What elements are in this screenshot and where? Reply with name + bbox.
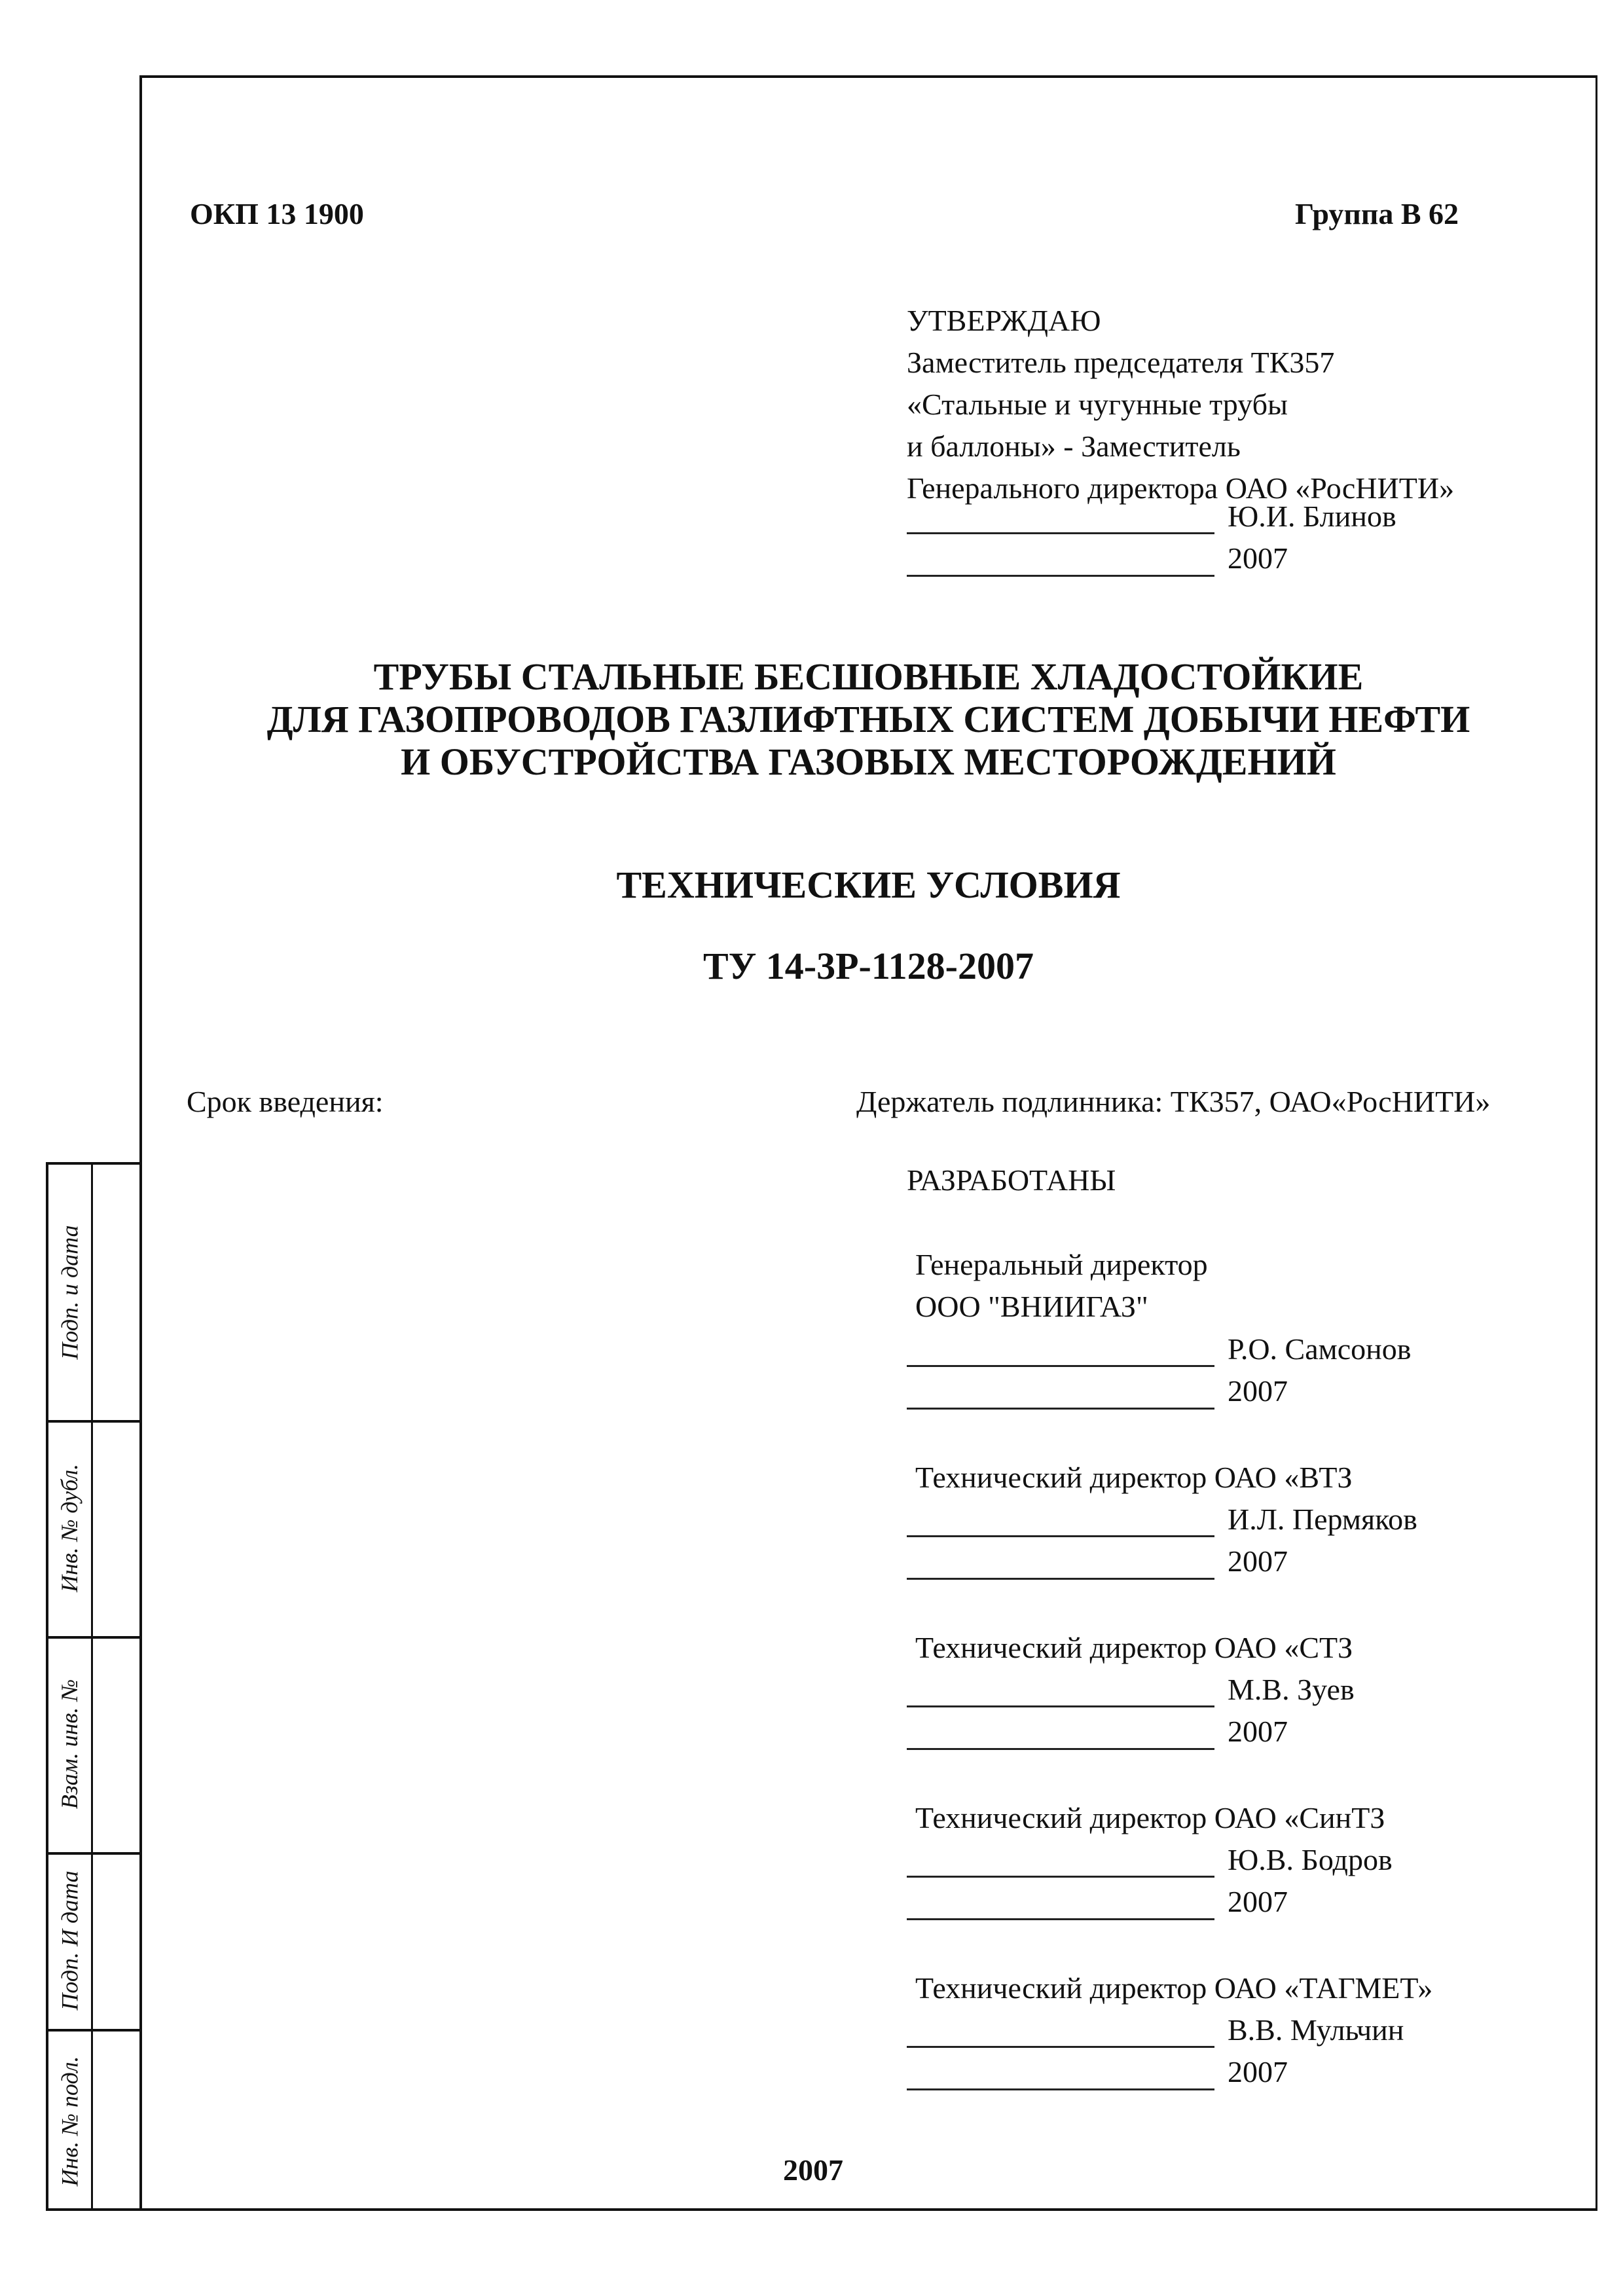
approval-block (907, 300, 1454, 509)
developer-block (915, 1244, 1208, 1328)
date-line (907, 1408, 1214, 1410)
footer-year: 2007 (783, 2153, 843, 2187)
stamp-label: Подп. И дата (56, 1870, 83, 2011)
developer-year: 2007 (1228, 1715, 1288, 1748)
side-stamp (46, 1162, 139, 2211)
developer-signer: Ю.В. Бодров (1228, 1843, 1393, 1876)
document-title-line: ДЛЯ ГАЗОПРОВОДОВ ГАЗЛИФТНЫХ СИСТЕМ ДОБЫЧИ НЕФТИ (266, 698, 1470, 740)
developer-position: Технический директор ОАО «СинТЗ (915, 1801, 1385, 1834)
stamp-label: Взам. инв. № (56, 1679, 83, 1810)
date-line (907, 2088, 1214, 2090)
developer-signer: И.Л. Пермяков (1228, 1503, 1417, 1536)
approval-year: 2007 (1228, 541, 1288, 575)
developed-heading: РАЗРАБОТАНЫ (907, 1163, 1116, 1197)
signature-line (907, 2046, 1214, 2048)
developer-year: 2007 (1228, 2055, 1288, 2088)
developer-signer: М.В. Зуев (1228, 1673, 1355, 1706)
date-line (907, 1748, 1214, 1750)
developer-signer: Р.О. Самсонов (1228, 1332, 1412, 1366)
approval-line: Генерального директора ОАО «РосНИТИ» (907, 471, 1455, 505)
stamp-cell (48, 1852, 91, 2029)
developer-year: 2007 (1228, 1885, 1288, 1918)
developer-org: ООО "ВНИИГАЗ" (915, 1290, 1148, 1323)
document-code: ТУ 14-3Р-1128-2007 (703, 945, 1034, 987)
okp-code: ОКП 13 1900 (190, 197, 364, 230)
developer-position: Технический директор ОАО «ВТЗ (915, 1461, 1353, 1494)
signature-line (907, 1365, 1214, 1367)
stamp-label: Подп. и дата (56, 1225, 83, 1360)
developer-year: 2007 (1228, 1544, 1288, 1578)
signature-line (907, 1705, 1214, 1707)
developer-signer: В.В. Мульчин (1228, 2013, 1404, 2047)
approval-line: Заместитель председателя ТК357 (907, 346, 1335, 379)
date-line (907, 575, 1214, 577)
document-subtitle: ТЕХНИЧЕСКИЕ УСЛОВИЯ (616, 864, 1121, 906)
signature-line (907, 532, 1214, 534)
signature-line (907, 1535, 1214, 1537)
date-line (907, 1578, 1214, 1580)
original-holder: Держатель подлинника: ТК357, ОАО«РосНИТИ» (856, 1085, 1491, 1118)
group-code: Группа В 62 (1295, 197, 1459, 230)
document-title-line: И ОБУСТРОЙСТВА ГАЗОВЫХ МЕСТОРОЖДЕНИЙ (401, 740, 1336, 783)
developer-position: Генеральный директор (915, 1248, 1208, 1281)
approval-signer: Ю.И. Блинов (1228, 500, 1396, 533)
date-line (907, 1918, 1214, 1920)
stamp-cell (48, 1165, 91, 1420)
effective-date-label: Срок введения: (187, 1085, 384, 1118)
stamp-label: Инв. № дубл. (56, 1463, 83, 1593)
developer-position: Технический директор ОАО «СТЗ (915, 1631, 1353, 1664)
document-title-line: ТРУБЫ СТАЛЬНЫЕ БЕСШОВНЫЕ ХЛАДОСТОЙКИЕ (373, 655, 1364, 698)
signature-line (907, 1876, 1214, 1878)
stamp-cell (48, 1636, 91, 1852)
approval-line: и баллоны» - Заместитель (907, 429, 1241, 463)
stamp-cell (48, 1420, 91, 1636)
approval-line: «Стальные и чугунные трубы (907, 388, 1288, 421)
stamp-label: Инв. № подл. (56, 2056, 83, 2187)
stamp-cell (48, 2029, 91, 2214)
approval-heading: УТВЕРЖДАЮ (907, 304, 1101, 337)
developer-year: 2007 (1228, 1374, 1288, 1408)
developer-position: Технический директор ОАО «ТАГМЕТ» (915, 1971, 1433, 2005)
